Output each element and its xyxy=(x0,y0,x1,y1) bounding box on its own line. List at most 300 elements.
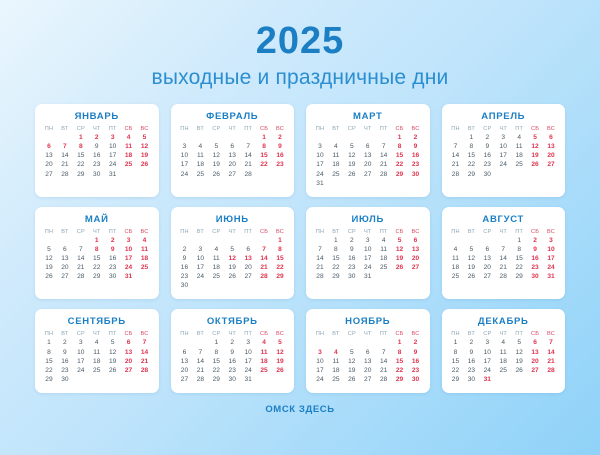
day-cell-holiday: 27 xyxy=(411,264,420,272)
day-cell-holiday: 10 xyxy=(547,245,555,253)
weekday-label: ЧТ xyxy=(92,331,101,338)
day-cell: 23 xyxy=(467,366,476,374)
month-card xyxy=(171,207,295,300)
day-cell-holiday: 3 xyxy=(110,134,115,142)
weekday-label: ВС xyxy=(411,331,420,338)
day-cell: 21 xyxy=(379,366,388,374)
day-cell-holiday: 5 xyxy=(142,134,147,142)
day-cell: 8 xyxy=(334,245,338,253)
day-cell: 27 xyxy=(244,273,252,281)
weekday-label: СР xyxy=(212,228,221,235)
day-cell: 2 xyxy=(349,236,354,244)
footer-brand: ОМСК ЗДЕСЬ xyxy=(265,403,335,415)
weekday-label: ВС xyxy=(276,126,285,132)
day-cell: 12 xyxy=(515,348,523,356)
weekday-label: ВТ xyxy=(196,126,204,132)
day-cell: 23 xyxy=(348,264,356,272)
day-cell: 24 xyxy=(244,366,252,374)
day-cell-holiday: 29 xyxy=(276,273,284,281)
day-cell: 11 xyxy=(332,357,340,365)
day-cell: 19 xyxy=(348,366,356,374)
weekday-label: СР xyxy=(347,126,356,132)
day-cell: 26 xyxy=(108,366,117,374)
day-cell: 20 xyxy=(364,161,372,169)
day-cell: 4 xyxy=(94,339,99,347)
month-card xyxy=(442,104,566,197)
day-cell-holiday: 11 xyxy=(125,143,133,151)
day-cell: 18 xyxy=(451,264,460,272)
day-cell-empty xyxy=(312,339,328,348)
month-name: МАРТ xyxy=(352,111,383,122)
weekday-label: ЧТ xyxy=(499,331,507,338)
day-cell: 20 xyxy=(180,366,189,374)
day-cell: 21 xyxy=(316,264,324,272)
weekday-label: ВС xyxy=(547,331,556,338)
weekday-label: ВС xyxy=(276,228,285,235)
day-cell-holiday: 8 xyxy=(397,348,402,356)
day-cell-holiday: 4 xyxy=(142,236,147,244)
day-cell: 16 xyxy=(108,254,117,262)
month-table xyxy=(41,229,153,283)
weekday-label: ВС xyxy=(547,126,556,132)
day-cell: 13 xyxy=(364,357,372,365)
day-cell: 17 xyxy=(316,161,324,169)
weekday-header-row xyxy=(312,126,424,134)
day-cell-holiday: 1 xyxy=(78,134,83,142)
day-cell-holiday: 30 xyxy=(531,273,539,281)
week-row xyxy=(177,273,289,282)
day-cell: 27 xyxy=(228,170,236,178)
day-cell: 17 xyxy=(180,161,189,169)
weekday-label: СБ xyxy=(124,331,133,338)
day-cell: 11 xyxy=(499,348,507,356)
day-cell-holiday: 13 xyxy=(547,143,555,151)
day-cell-holiday: 19 xyxy=(531,152,539,160)
weekday-label: СР xyxy=(212,126,221,132)
day-cell-empty xyxy=(177,134,193,143)
day-cell: 22 xyxy=(77,161,85,169)
day-cell: 17 xyxy=(364,254,372,262)
week-row xyxy=(177,170,289,179)
weekday-label: ЧТ xyxy=(92,126,101,132)
weekday-header-row xyxy=(448,126,560,134)
day-cell-empty xyxy=(328,339,344,348)
weekday-label: ПН xyxy=(451,228,460,235)
weekday-label: ВТ xyxy=(467,126,475,132)
month-name: АВГУСТ xyxy=(482,213,525,225)
day-cell-empty xyxy=(328,180,344,189)
day-cell-empty xyxy=(73,237,89,246)
day-cell: 11 xyxy=(332,152,340,160)
day-cell: 1 xyxy=(214,339,219,347)
day-cell: 10 xyxy=(244,348,252,356)
weekday-label: СБ xyxy=(531,331,540,338)
weekday-header-row xyxy=(448,331,560,339)
week-row xyxy=(41,246,153,255)
day-cell: 22 xyxy=(451,366,460,374)
day-cell-holiday: 19 xyxy=(395,254,404,262)
day-cell: 30 xyxy=(467,375,476,383)
day-cell: 15 xyxy=(45,357,53,365)
day-cell-holiday: 8 xyxy=(78,143,83,151)
weekday-label: ПН xyxy=(180,331,189,338)
day-cell: 17 xyxy=(244,357,252,365)
day-cell: 3 xyxy=(78,339,83,347)
day-cell: 23 xyxy=(483,161,491,169)
week-row xyxy=(41,237,153,246)
weekday-label: ВТ xyxy=(332,331,340,338)
day-cell-empty xyxy=(511,376,527,385)
week-row xyxy=(448,237,560,246)
day-cell-holiday: 13 xyxy=(531,348,539,356)
month-card xyxy=(442,309,566,393)
day-cell: 18 xyxy=(196,161,205,169)
day-cell-holiday: 12 xyxy=(531,143,539,151)
day-cell-empty xyxy=(392,180,408,189)
weekday-label: ПН xyxy=(180,126,189,132)
weekday-header-row xyxy=(448,229,560,237)
day-cell: 1 xyxy=(517,236,521,244)
weekday-label: ПН xyxy=(315,126,325,132)
day-cell: 26 xyxy=(515,366,523,374)
week-row xyxy=(312,237,424,246)
day-cell: 10 xyxy=(196,254,205,262)
day-cell: 4 xyxy=(334,143,338,151)
weekday-label: ЧТ xyxy=(228,331,236,338)
day-cell: 6 xyxy=(246,245,250,253)
day-cell-holiday: 5 xyxy=(278,339,282,347)
day-cell-holiday: 9 xyxy=(413,143,418,151)
day-cell: 20 xyxy=(45,161,53,169)
day-cell: 11 xyxy=(196,152,204,160)
day-cell-holiday: 3 xyxy=(318,348,322,356)
week-row xyxy=(448,358,560,367)
day-cell-holiday: 7 xyxy=(63,143,67,151)
day-cell: 17 xyxy=(483,357,491,365)
page-subtitle: выходные и праздничные дни xyxy=(151,66,449,89)
month-name: ФЕВРАЛЬ xyxy=(206,111,259,122)
day-cell-empty xyxy=(408,273,424,282)
week-row xyxy=(177,376,289,385)
weekday-label: ВТ xyxy=(467,331,475,338)
day-cell: 6 xyxy=(365,348,370,356)
day-cell: 10 xyxy=(499,143,507,151)
day-cell: 24 xyxy=(316,375,324,383)
day-cell-holiday: 6 xyxy=(413,236,418,244)
day-cell: 6 xyxy=(182,348,187,356)
day-cell-holiday: 26 xyxy=(276,366,284,374)
day-cell: 12 xyxy=(348,152,356,160)
week-row xyxy=(41,358,153,367)
day-cell-empty xyxy=(448,237,464,246)
day-cell: 5 xyxy=(349,143,354,151)
week-row xyxy=(177,134,289,143)
weekday-label: СБ xyxy=(395,331,404,338)
day-cell: 21 xyxy=(61,161,69,169)
day-cell: 26 xyxy=(228,273,236,281)
day-cell: 16 xyxy=(483,152,491,160)
day-cell: 11 xyxy=(93,348,101,356)
day-cell: 20 xyxy=(228,161,236,169)
weekday-label: СБ xyxy=(395,228,404,235)
day-cell: 3 xyxy=(501,134,506,142)
day-cell-empty xyxy=(360,134,376,143)
weekday-label: ЧТ xyxy=(499,126,507,132)
day-cell: 19 xyxy=(348,161,356,169)
month-card xyxy=(306,309,430,393)
weekday-label: ПН xyxy=(451,331,460,338)
day-cell: 2 xyxy=(63,339,67,347)
month-table xyxy=(312,229,424,283)
day-cell: 6 xyxy=(230,143,235,151)
day-cell: 12 xyxy=(467,254,476,262)
day-cell: 13 xyxy=(61,254,69,262)
day-cell-empty xyxy=(344,180,360,189)
day-cell: 28 xyxy=(379,375,388,383)
day-cell-empty xyxy=(543,170,559,179)
page-title: 2025 xyxy=(255,20,345,62)
day-cell: 7 xyxy=(198,348,203,356)
day-cell: 1 xyxy=(469,134,474,142)
month-name: ИЮЛЬ xyxy=(351,213,385,225)
weekday-label: ПН xyxy=(451,126,460,132)
day-cell: 3 xyxy=(485,339,490,347)
day-cell: 22 xyxy=(212,366,220,374)
day-cell: 6 xyxy=(485,245,490,253)
day-cell: 30 xyxy=(180,282,189,290)
day-cell-holiday: 30 xyxy=(411,170,420,178)
day-cell-empty xyxy=(463,237,479,246)
day-cell: 16 xyxy=(348,254,356,262)
day-cell: 31 xyxy=(244,375,252,383)
week-row xyxy=(177,237,289,246)
day-cell-holiday: 8 xyxy=(278,245,282,253)
day-cell: 26 xyxy=(212,170,220,178)
month-name: АПРЕЛЬ xyxy=(481,111,526,122)
day-cell-holiday: 16 xyxy=(411,357,420,365)
day-cell: 15 xyxy=(332,254,340,262)
day-cell: 30 xyxy=(61,375,69,383)
day-cell: 23 xyxy=(93,161,101,169)
day-cell-holiday: 4 xyxy=(334,348,338,356)
week-row xyxy=(312,161,424,170)
day-cell-holiday: 9 xyxy=(533,245,537,253)
day-cell-empty xyxy=(105,376,121,385)
day-cell: 21 xyxy=(499,264,507,272)
day-cell-holiday: 2 xyxy=(413,339,418,347)
day-cell: 30 xyxy=(228,375,236,383)
week-row xyxy=(177,348,289,357)
day-cell-holiday: 24 xyxy=(124,264,133,272)
day-cell: 25 xyxy=(515,161,523,169)
day-cell: 22 xyxy=(467,161,476,169)
day-cell: 23 xyxy=(180,273,189,281)
day-cell: 12 xyxy=(108,348,117,356)
day-cell: 11 xyxy=(452,254,459,262)
weekday-label: ВТ xyxy=(332,228,340,235)
weekday-label: ПТ xyxy=(108,331,117,338)
weekday-label: ЧТ xyxy=(363,228,372,235)
day-cell-holiday: 12 xyxy=(395,245,404,253)
day-cell: 5 xyxy=(469,245,474,253)
weekday-label: СР xyxy=(483,228,492,235)
day-cell-holiday: 15 xyxy=(260,152,268,160)
day-cell: 14 xyxy=(379,152,388,160)
weekday-header-row xyxy=(177,126,289,134)
day-cell-holiday: 15 xyxy=(395,357,404,365)
day-cell: 27 xyxy=(45,170,53,178)
day-cell-holiday: 2 xyxy=(278,134,282,142)
week-row xyxy=(448,264,560,273)
day-cell-holiday: 13 xyxy=(411,245,420,253)
weekday-label: ПТ xyxy=(379,228,388,235)
day-cell: 20 xyxy=(244,264,252,272)
day-cell: 26 xyxy=(467,273,476,281)
weekday-label: ВС xyxy=(276,331,285,338)
day-cell-holiday: 28 xyxy=(547,366,555,374)
day-cell-holiday: 2 xyxy=(94,134,99,142)
day-cell: 10 xyxy=(108,143,117,151)
month-table xyxy=(177,331,289,385)
month-name: ЯНВАРЬ xyxy=(74,111,119,122)
weekday-label: ВС xyxy=(140,126,149,132)
month-table xyxy=(448,229,560,283)
day-cell-empty xyxy=(256,170,272,179)
week-row xyxy=(177,143,289,152)
week-row xyxy=(312,348,424,357)
day-cell: 4 xyxy=(381,236,386,244)
day-cell-holiday: 21 xyxy=(140,357,149,365)
day-cell-holiday: 20 xyxy=(547,152,555,160)
day-cell-holiday: 1 xyxy=(262,134,266,142)
day-cell: 19 xyxy=(467,264,476,272)
week-row xyxy=(448,255,560,264)
day-cell-empty xyxy=(57,237,73,246)
day-cell: 9 xyxy=(469,348,474,356)
month-name: НОЯБРЬ xyxy=(345,316,391,328)
day-cell: 8 xyxy=(453,348,458,356)
day-cell: 3 xyxy=(198,245,203,253)
day-cell: 24 xyxy=(364,264,372,272)
weekday-label: СБ xyxy=(260,228,269,235)
day-cell-empty xyxy=(177,237,193,246)
weekday-label: ПТ xyxy=(108,228,117,235)
month-table xyxy=(448,126,560,180)
day-cell-holiday: 2 xyxy=(110,236,115,244)
weekday-label: СБ xyxy=(395,126,404,132)
day-cell: 3 xyxy=(318,143,322,151)
day-cell: 12 xyxy=(212,152,220,160)
day-cell: 11 xyxy=(380,245,388,253)
day-cell-empty xyxy=(495,237,511,246)
day-cell: 16 xyxy=(93,152,101,160)
day-cell: 25 xyxy=(93,366,101,374)
day-cell: 15 xyxy=(451,357,460,365)
day-cell-holiday: 21 xyxy=(260,264,268,272)
weekday-label: СР xyxy=(483,331,492,338)
day-cell-empty xyxy=(344,134,360,143)
day-cell: 25 xyxy=(212,273,220,281)
week-row xyxy=(312,180,424,189)
day-cell-empty xyxy=(272,170,288,179)
day-cell-holiday: 6 xyxy=(47,143,51,151)
day-cell: 14 xyxy=(499,254,507,262)
day-cell-holiday: 4 xyxy=(262,339,266,347)
day-cell: 6 xyxy=(63,245,67,253)
weekday-label: ЧТ xyxy=(228,228,236,235)
day-cell-holiday: 20 xyxy=(531,357,539,365)
day-cell: 29 xyxy=(332,273,340,281)
day-cell-holiday: 12 xyxy=(228,254,236,262)
day-cell-holiday: 6 xyxy=(126,339,131,347)
day-cell: 7 xyxy=(381,143,386,151)
month-name: МАЙ xyxy=(84,213,109,225)
day-cell-empty xyxy=(312,134,328,143)
week-row xyxy=(312,246,424,255)
months-grid xyxy=(35,104,565,393)
day-cell: 29 xyxy=(451,375,460,383)
day-cell: 7 xyxy=(453,143,458,151)
week-row xyxy=(177,282,289,291)
week-row xyxy=(177,161,289,170)
day-cell-holiday: 14 xyxy=(547,348,555,356)
day-cell-holiday: 25 xyxy=(124,161,133,169)
day-cell: 7 xyxy=(501,245,506,253)
day-cell: 19 xyxy=(228,264,236,272)
weekday-label: ПН xyxy=(180,228,189,235)
day-cell: 25 xyxy=(332,170,340,178)
month-card xyxy=(171,104,295,197)
week-row xyxy=(41,152,153,161)
day-cell: 10 xyxy=(364,245,372,253)
day-cell-holiday: 31 xyxy=(124,273,133,281)
day-cell-holiday: 14 xyxy=(260,254,268,262)
weekday-label: ВС xyxy=(411,126,420,132)
weekday-header-row xyxy=(41,229,153,237)
day-cell: 15 xyxy=(515,254,523,262)
day-cell: 2 xyxy=(182,245,187,253)
day-cell: 27 xyxy=(61,273,69,281)
day-cell: 19 xyxy=(45,264,53,272)
day-cell-empty xyxy=(192,134,208,143)
day-cell-holiday: 16 xyxy=(411,152,420,160)
month-card xyxy=(35,104,159,197)
week-row xyxy=(41,170,153,179)
day-cell-empty xyxy=(256,237,272,246)
weekday-label: ЧТ xyxy=(363,331,372,338)
week-row xyxy=(312,170,424,179)
day-cell-holiday: 31 xyxy=(483,375,491,383)
day-cell: 31 xyxy=(108,170,117,178)
day-cell-empty xyxy=(256,376,272,385)
week-row xyxy=(448,134,560,143)
weekday-label: ВТ xyxy=(196,331,204,338)
day-cell: 6 xyxy=(365,143,370,151)
day-cell: 24 xyxy=(499,161,507,169)
weekday-header-row xyxy=(177,229,289,237)
day-cell-empty xyxy=(224,237,240,246)
day-cell-holiday: 9 xyxy=(278,143,282,151)
day-cell: 27 xyxy=(483,273,491,281)
day-cell: 25 xyxy=(451,273,460,281)
day-cell: 28 xyxy=(244,170,252,178)
day-cell: 21 xyxy=(379,161,388,169)
day-cell-holiday: 19 xyxy=(140,152,149,160)
weekday-label: ЧТ xyxy=(363,126,372,132)
day-cell: 4 xyxy=(453,245,458,253)
day-cell: 26 xyxy=(348,375,356,383)
day-cell: 25 xyxy=(499,366,507,374)
